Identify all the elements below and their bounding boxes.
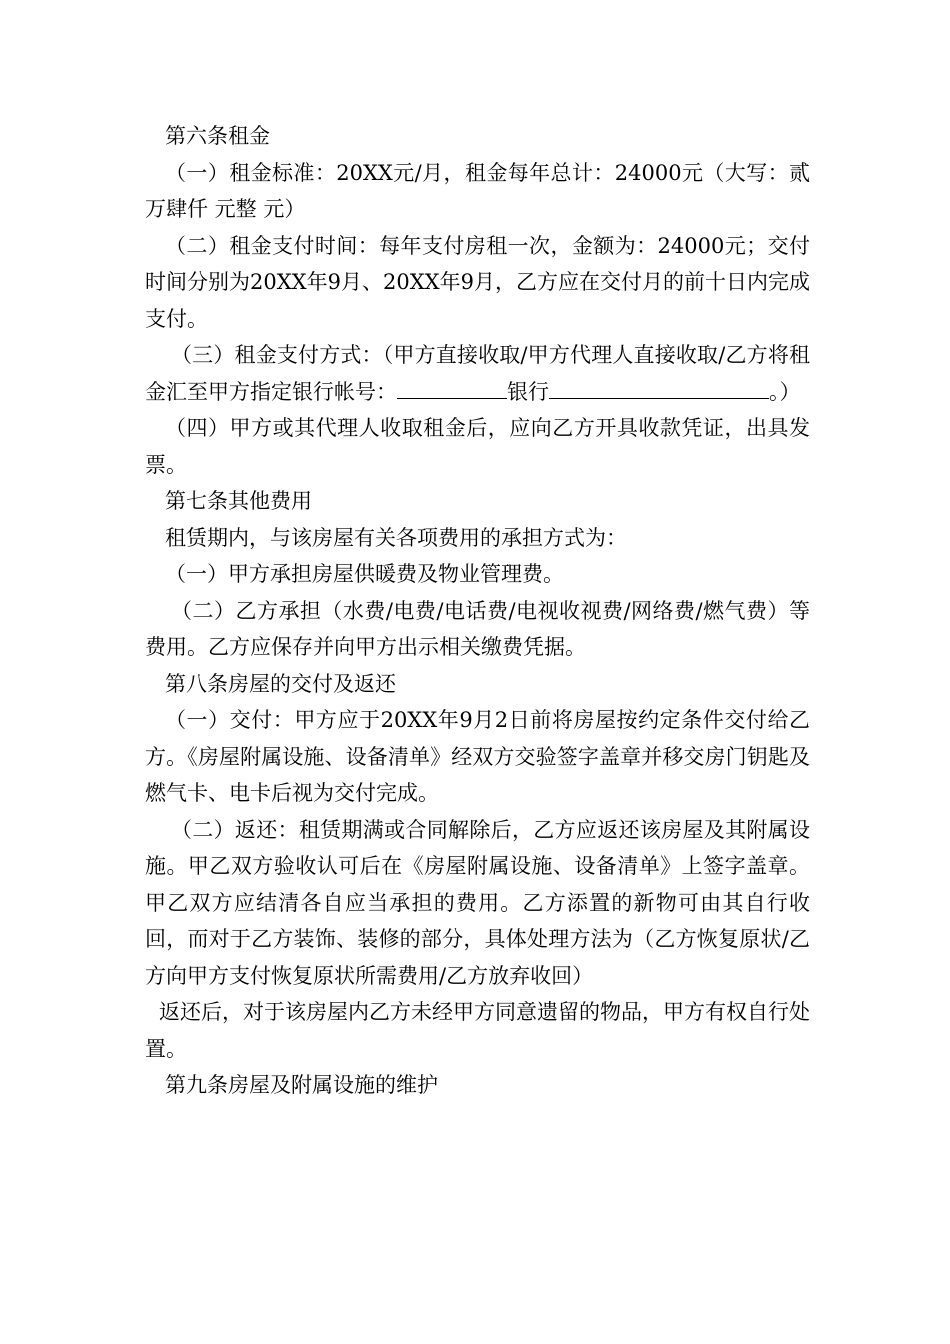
payment-method-text: （三）租金支付方式：（甲方直接收取/甲方代理人直接收取/乙方将租金汇至甲方指定银行帐号： [145, 343, 810, 404]
bank-name-blank [549, 376, 714, 399]
rent-standard-paragraph: （一）租金标准：20XX元/月，租金每年总计：24000元（大写：贰万肆仟 元整 元） [145, 160, 810, 221]
delivery-paragraph: （一）交付：甲方应于20XX年9月2日前将房屋按约定条件交付给乙方。《房屋附属设施、设备清单》经双方交验签字盖章并移交房门钥匙及燃气卡、电卡后视为交付完成。 [145, 708, 810, 805]
article-7-heading: 第七条其他费用 [165, 489, 312, 513]
party-a-fees-paragraph: （一）甲方承担房屋供暖费及物业管理费。 [165, 562, 564, 586]
leftover-items-paragraph: 返还后，对于该房屋内乙方未经甲方同意遗留的物品，甲方有权自行处置。 [145, 1000, 810, 1061]
return-paragraph: （二）返还：租赁期满或合同解除后，乙方应返还该房屋及其附属设施。甲乙双方验收认可后在《房屋附属设施、设备清单》上签字盖章。甲乙双方应结清各自应当承担的费用。乙方添置的新物可由其自行收回，而对于乙方装饰、装修的部分，具体处理方法为（乙方恢复原状/乙方向甲方支付恢复原状所需费用/乙方放弃收回） [145, 817, 810, 988]
rent-payment-method-paragraph [145, 337, 810, 410]
rent-payment-time-paragraph: （二）租金支付时间：每年支付房租一次，金额为：24000元；交付时间分别为20XX年9月、20XX年9月，乙方应在交付月的前十日内完成支付。 [145, 233, 810, 331]
payment-method-closing: 。） [769, 379, 801, 404]
bank-account-blank [397, 376, 507, 399]
bank-name-blank-continued [714, 376, 769, 399]
article-9-heading: 第九条房屋及附属设施的维护 [165, 1073, 438, 1097]
article-8-heading: 第八条房屋的交付及返还 [165, 671, 396, 696]
article-6-heading: 第六条租金 [165, 124, 270, 148]
document-body [145, 118, 810, 1104]
fee-bearing-intro: 租赁期内，与该房屋有关各项费用的承担方式为： [165, 525, 627, 550]
receipt-invoice-paragraph: （四）甲方或其代理人收取租金后，应向乙方开具收款凭证，出具发票。 [145, 416, 810, 477]
bank-label: 银行 [507, 379, 549, 404]
party-b-fees-paragraph: （二）乙方承担（水费/电费/电话费/电视收视费/网络费/燃气费）等费用。乙方应保存并向甲方出示相关缴费凭据。 [145, 598, 810, 659]
